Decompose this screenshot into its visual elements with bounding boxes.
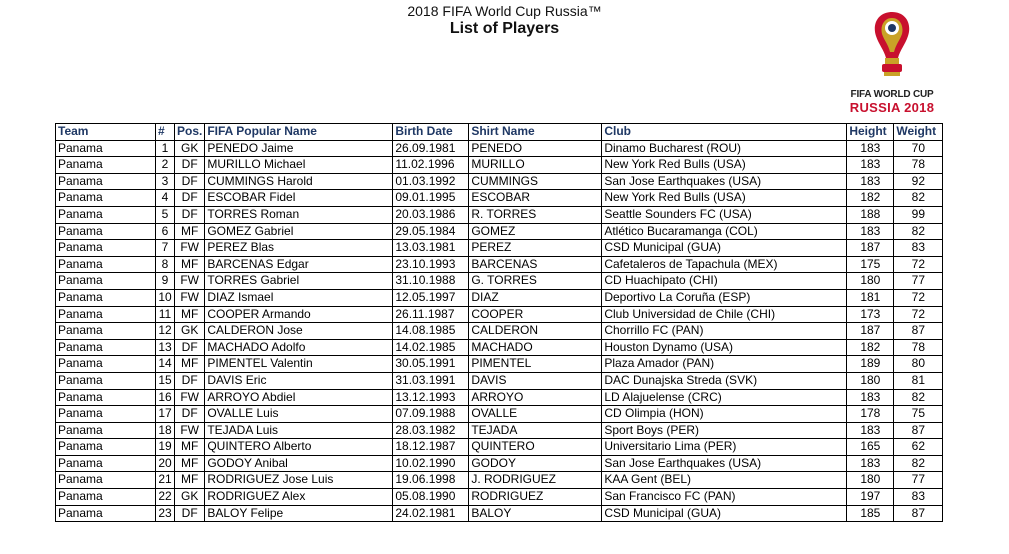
table-row: [56, 389, 943, 406]
column-header-popular-name: FIFA Popular Name: [205, 124, 393, 141]
cell-height: 180: [847, 372, 894, 389]
cell-height: 183: [847, 455, 894, 472]
table-row: [56, 240, 943, 257]
table-row: [56, 140, 943, 157]
cell-weight: 72: [894, 256, 943, 273]
cell-number: 12: [156, 323, 175, 340]
cell-popular-name: RODRIGUEZ Alex: [205, 489, 393, 506]
cell-weight: 77: [894, 472, 943, 489]
cell-club: CSD Municipal (GUA): [602, 505, 847, 522]
cell-position: DF: [175, 406, 205, 423]
cell-number: 20: [156, 455, 175, 472]
cell-height: 183: [847, 157, 894, 174]
cell-popular-name: DIAZ Ismael: [205, 289, 393, 306]
cell-birth-date: 14.08.1985: [393, 323, 469, 340]
cell-height: 178: [847, 406, 894, 423]
cell-shirt-name: QUINTERO: [469, 439, 602, 456]
cell-weight: 62: [894, 439, 943, 456]
cell-popular-name: PIMENTEL Valentin: [205, 356, 393, 373]
cell-position: DF: [175, 372, 205, 389]
cell-team: Panama: [56, 472, 156, 489]
column-header-position: Pos.: [175, 124, 205, 141]
cell-club: New York Red Bulls (USA): [602, 190, 847, 207]
table-row: [56, 422, 943, 439]
cell-position: MF: [175, 356, 205, 373]
cell-height: 188: [847, 206, 894, 223]
cell-number: 2: [156, 157, 175, 174]
cell-club: Atlético Bucaramanga (COL): [602, 223, 847, 240]
cell-popular-name: TEJADA Luis: [205, 422, 393, 439]
cell-club: LD Alajuelense (CRC): [602, 389, 847, 406]
cell-height: 197: [847, 489, 894, 506]
table-row: [56, 256, 943, 273]
cell-position: MF: [175, 455, 205, 472]
cell-height: 182: [847, 190, 894, 207]
cell-popular-name: ARROYO Abdiel: [205, 389, 393, 406]
cell-popular-name: DAVIS Eric: [205, 372, 393, 389]
cell-team: Panama: [56, 306, 156, 323]
cell-birth-date: 26.11.1987: [393, 306, 469, 323]
document-supertitle: 2018 FIFA World Cup Russia™: [407, 3, 602, 19]
cell-weight: 75: [894, 406, 943, 423]
cell-weight: 83: [894, 240, 943, 257]
cell-shirt-name: DAVIS: [469, 372, 602, 389]
players-table: [55, 123, 943, 522]
cell-height: 183: [847, 140, 894, 157]
cell-position: MF: [175, 306, 205, 323]
table-row: [56, 323, 943, 340]
cell-shirt-name: PIMENTEL: [469, 356, 602, 373]
cell-height: 185: [847, 505, 894, 522]
cell-shirt-name: J. RODRIGUEZ: [469, 472, 602, 489]
cell-number: 23: [156, 505, 175, 522]
cell-team: Panama: [56, 190, 156, 207]
cell-height: 180: [847, 273, 894, 290]
cell-popular-name: MACHADO Adolfo: [205, 339, 393, 356]
cell-club: Plaza Amador (PAN): [602, 356, 847, 373]
table-row: [56, 489, 943, 506]
cell-team: Panama: [56, 389, 156, 406]
cell-birth-date: 31.03.1991: [393, 372, 469, 389]
cell-birth-date: 31.10.1988: [393, 273, 469, 290]
cell-number: 18: [156, 422, 175, 439]
cell-popular-name: RODRIGUEZ Jose Luis: [205, 472, 393, 489]
column-header-weight: Weight: [894, 124, 943, 141]
cell-club: Cafetaleros de Tapachula (MEX): [602, 256, 847, 273]
cell-team: Panama: [56, 422, 156, 439]
cell-shirt-name: CALDERON: [469, 323, 602, 340]
cell-team: Panama: [56, 406, 156, 423]
cell-shirt-name: GOMEZ: [469, 223, 602, 240]
cell-number: 10: [156, 289, 175, 306]
cell-shirt-name: PENEDO: [469, 140, 602, 157]
cell-birth-date: 26.09.1981: [393, 140, 469, 157]
cell-height: 183: [847, 422, 894, 439]
cell-team: Panama: [56, 173, 156, 190]
table-row: [56, 372, 943, 389]
cell-position: FW: [175, 389, 205, 406]
table-row: [56, 505, 943, 522]
cell-height: 173: [847, 306, 894, 323]
column-header-height: Height: [847, 124, 894, 141]
cell-shirt-name: MACHADO: [469, 339, 602, 356]
cell-shirt-name: OVALLE: [469, 406, 602, 423]
logo-line-2: RUSSIA 2018: [849, 100, 935, 115]
cell-weight: 72: [894, 306, 943, 323]
column-header-shirt-name: Shirt Name: [469, 124, 602, 141]
cell-shirt-name: MURILLO: [469, 157, 602, 174]
cell-weight: 81: [894, 372, 943, 389]
cell-club: Universitario Lima (PER): [602, 439, 847, 456]
cell-position: DF: [175, 339, 205, 356]
cell-position: GK: [175, 323, 205, 340]
cell-shirt-name: ARROYO: [469, 389, 602, 406]
cell-number: 9: [156, 273, 175, 290]
cell-number: 3: [156, 173, 175, 190]
cell-shirt-name: COOPER: [469, 306, 602, 323]
document-title: List of Players: [449, 20, 560, 37]
cell-weight: 87: [894, 505, 943, 522]
cell-birth-date: 05.08.1990: [393, 489, 469, 506]
cell-shirt-name: GODOY: [469, 455, 602, 472]
table-row: [56, 339, 943, 356]
cell-position: GK: [175, 489, 205, 506]
cell-popular-name: OVALLE Luis: [205, 406, 393, 423]
cell-birth-date: 01.03.1992: [393, 173, 469, 190]
cell-position: FW: [175, 273, 205, 290]
cell-team: Panama: [56, 157, 156, 174]
cell-shirt-name: DIAZ: [469, 289, 602, 306]
cell-shirt-name: ESCOBAR: [469, 190, 602, 207]
cell-popular-name: ESCOBAR Fidel: [205, 190, 393, 207]
cell-popular-name: TORRES Gabriel: [205, 273, 393, 290]
cell-team: Panama: [56, 505, 156, 522]
cell-weight: 92: [894, 173, 943, 190]
cell-popular-name: QUINTERO Alberto: [205, 439, 393, 456]
cell-shirt-name: G. TORRES: [469, 273, 602, 290]
cell-weight: 80: [894, 356, 943, 373]
cell-club: Dinamo Bucharest (ROU): [602, 140, 847, 157]
cell-team: Panama: [56, 289, 156, 306]
cell-number: 13: [156, 339, 175, 356]
cell-height: 187: [847, 240, 894, 257]
cell-popular-name: BARCENAS Edgar: [205, 256, 393, 273]
cell-number: 22: [156, 489, 175, 506]
table-row: [56, 306, 943, 323]
table-row: [56, 356, 943, 373]
cell-shirt-name: R. TORRES: [469, 206, 602, 223]
cell-birth-date: 23.10.1993: [393, 256, 469, 273]
cell-popular-name: BALOY Felipe: [205, 505, 393, 522]
cell-height: 182: [847, 339, 894, 356]
cell-height: 180: [847, 472, 894, 489]
cell-club: Sport Boys (PER): [602, 422, 847, 439]
cell-club: San Jose Earthquakes (USA): [602, 173, 847, 190]
cell-team: Panama: [56, 323, 156, 340]
cell-number: 17: [156, 406, 175, 423]
cell-number: 8: [156, 256, 175, 273]
cell-birth-date: 28.03.1982: [393, 422, 469, 439]
cell-birth-date: 09.01.1995: [393, 190, 469, 207]
cell-club: Houston Dynamo (USA): [602, 339, 847, 356]
cell-shirt-name: BARCENAS: [469, 256, 602, 273]
cell-popular-name: TORRES Roman: [205, 206, 393, 223]
cell-position: FW: [175, 240, 205, 257]
cell-shirt-name: BALOY: [469, 505, 602, 522]
cell-position: DF: [175, 157, 205, 174]
cell-number: 5: [156, 206, 175, 223]
table-row: [56, 406, 943, 423]
table-row: [56, 206, 943, 223]
cell-weight: 83: [894, 489, 943, 506]
column-header-team: Team: [56, 124, 156, 141]
column-header-club: Club: [602, 124, 847, 141]
cell-popular-name: GODOY Anibal: [205, 455, 393, 472]
cell-number: 15: [156, 372, 175, 389]
cell-position: DF: [175, 206, 205, 223]
cell-popular-name: COOPER Armando: [205, 306, 393, 323]
cell-height: 181: [847, 289, 894, 306]
table-row: [56, 173, 943, 190]
cell-shirt-name: CUMMINGS: [469, 173, 602, 190]
cell-weight: 82: [894, 455, 943, 472]
cell-number: 1: [156, 140, 175, 157]
cell-position: FW: [175, 289, 205, 306]
cell-team: Panama: [56, 489, 156, 506]
cell-club: San Francisco FC (PAN): [602, 489, 847, 506]
cell-height: 175: [847, 256, 894, 273]
players-table-body: [56, 140, 943, 522]
table-row: [56, 157, 943, 174]
cell-position: MF: [175, 256, 205, 273]
cell-club: Deportivo La Coruña (ESP): [602, 289, 847, 306]
cell-club: DAC Dunajska Streda (SVK): [602, 372, 847, 389]
cell-height: 187: [847, 323, 894, 340]
cell-weight: 82: [894, 389, 943, 406]
cell-position: GK: [175, 140, 205, 157]
table-row: [56, 472, 943, 489]
cell-birth-date: 30.05.1991: [393, 356, 469, 373]
trophy-emblem-icon: [868, 8, 916, 88]
cell-birth-date: 12.05.1997: [393, 289, 469, 306]
cell-popular-name: CUMMINGS Harold: [205, 173, 393, 190]
column-header-birth-date: Birth Date: [393, 124, 469, 141]
cell-position: MF: [175, 439, 205, 456]
cell-position: DF: [175, 173, 205, 190]
cell-club: San Jose Earthquakes (USA): [602, 455, 847, 472]
cell-team: Panama: [56, 356, 156, 373]
cell-number: 6: [156, 223, 175, 240]
cell-weight: 72: [894, 289, 943, 306]
cell-height: 189: [847, 356, 894, 373]
cell-birth-date: 11.02.1996: [393, 157, 469, 174]
cell-shirt-name: RODRIGUEZ: [469, 489, 602, 506]
cell-number: 19: [156, 439, 175, 456]
cell-weight: 99: [894, 206, 943, 223]
cell-team: Panama: [56, 273, 156, 290]
cell-position: MF: [175, 472, 205, 489]
cell-team: Panama: [56, 372, 156, 389]
cell-weight: 77: [894, 273, 943, 290]
world-cup-logo: [838, 8, 946, 116]
cell-birth-date: 07.09.1988: [393, 406, 469, 423]
table-header-row: [56, 124, 943, 141]
cell-popular-name: CALDERON Jose: [205, 323, 393, 340]
cell-weight: 87: [894, 422, 943, 439]
cell-popular-name: MURILLO Michael: [205, 157, 393, 174]
cell-position: DF: [175, 505, 205, 522]
cell-team: Panama: [56, 339, 156, 356]
cell-weight: 78: [894, 339, 943, 356]
cell-club: CD Olimpia (HON): [602, 406, 847, 423]
cell-height: 183: [847, 223, 894, 240]
cell-club: Seattle Sounders FC (USA): [602, 206, 847, 223]
cell-weight: 87: [894, 323, 943, 340]
cell-birth-date: 13.12.1993: [393, 389, 469, 406]
cell-weight: 82: [894, 223, 943, 240]
cell-club: CSD Municipal (GUA): [602, 240, 847, 257]
cell-team: Panama: [56, 455, 156, 472]
cell-number: 11: [156, 306, 175, 323]
cell-number: 4: [156, 190, 175, 207]
cell-shirt-name: PEREZ: [469, 240, 602, 257]
cell-popular-name: PENEDO Jaime: [205, 140, 393, 157]
cell-team: Panama: [56, 256, 156, 273]
cell-team: Panama: [56, 223, 156, 240]
cell-position: DF: [175, 190, 205, 207]
cell-number: 7: [156, 240, 175, 257]
cell-height: 183: [847, 173, 894, 190]
cell-weight: 82: [894, 190, 943, 207]
cell-team: Panama: [56, 439, 156, 456]
cell-birth-date: 13.03.1981: [393, 240, 469, 257]
cell-club: New York Red Bulls (USA): [602, 157, 847, 174]
cell-number: 14: [156, 356, 175, 373]
cell-birth-date: 10.02.1990: [393, 455, 469, 472]
column-header-number: #: [156, 124, 175, 141]
cell-weight: 78: [894, 157, 943, 174]
cell-team: Panama: [56, 140, 156, 157]
cell-birth-date: 24.02.1981: [393, 505, 469, 522]
table-row: [56, 439, 943, 456]
cell-number: 21: [156, 472, 175, 489]
cell-club: CD Huachipato (CHI): [602, 273, 847, 290]
cell-height: 183: [847, 389, 894, 406]
cell-weight: 70: [894, 140, 943, 157]
cell-popular-name: PEREZ Blas: [205, 240, 393, 257]
cell-height: 165: [847, 439, 894, 456]
cell-birth-date: 20.03.1986: [393, 206, 469, 223]
cell-club: Chorrillo FC (PAN): [602, 323, 847, 340]
cell-position: MF: [175, 223, 205, 240]
cell-birth-date: 18.12.1987: [393, 439, 469, 456]
cell-team: Panama: [56, 206, 156, 223]
table-row: [56, 455, 943, 472]
table-row: [56, 190, 943, 207]
logo-line-1: FIFA WORLD CUP: [850, 89, 934, 100]
cell-club: KAA Gent (BEL): [602, 472, 847, 489]
cell-birth-date: 19.06.1998: [393, 472, 469, 489]
table-row: [56, 273, 943, 290]
cell-birth-date: 29.05.1984: [393, 223, 469, 240]
cell-club: Club Universidad de Chile (CHI): [602, 306, 847, 323]
table-row: [56, 289, 943, 306]
cell-shirt-name: TEJADA: [469, 422, 602, 439]
cell-team: Panama: [56, 240, 156, 257]
table-row: [56, 223, 943, 240]
cell-birth-date: 14.02.1985: [393, 339, 469, 356]
cell-number: 16: [156, 389, 175, 406]
cell-popular-name: GOMEZ Gabriel: [205, 223, 393, 240]
cell-position: FW: [175, 422, 205, 439]
